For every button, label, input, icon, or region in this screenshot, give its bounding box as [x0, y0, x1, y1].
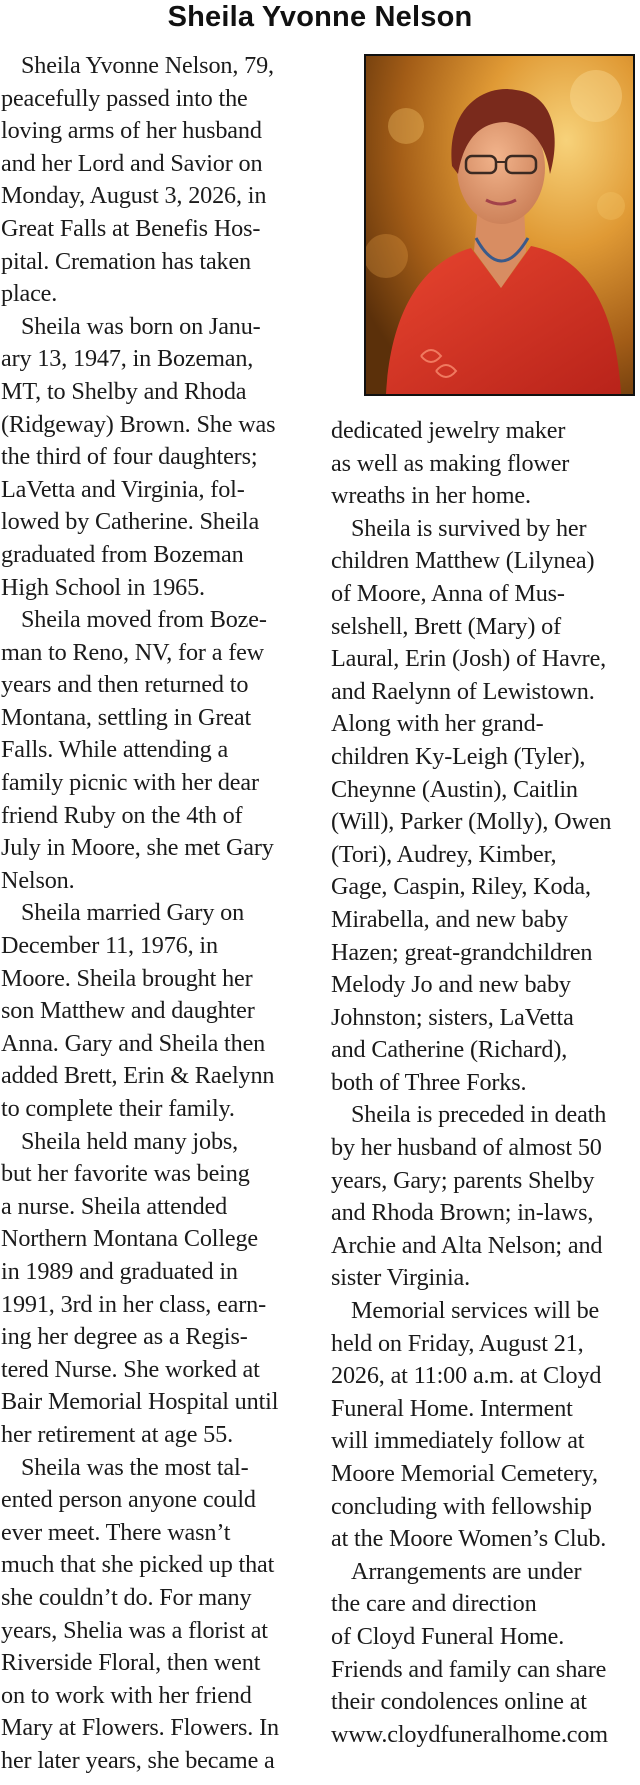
text-line: and Rhoda Brown; in-laws,: [331, 1199, 594, 1227]
text-line: Mary at Flowers. Flowers. In: [1, 1714, 279, 1742]
text-line: years, Gary; parents Shelby: [331, 1166, 595, 1194]
text-line: their condolences online at: [331, 1688, 587, 1716]
text-line: added Brett, Erin & Raelynn: [1, 1062, 275, 1090]
text-line: place.: [1, 280, 58, 308]
text-line: Along with her grand-: [331, 710, 544, 738]
text-line: Hazen; great-grandchildren: [331, 938, 593, 966]
text-line: Sheila was born on Janu-: [21, 312, 261, 340]
text-line: her later years, she became a: [1, 1746, 275, 1774]
text-line: Sheila married Gary on: [21, 899, 245, 927]
text-line: man to Reno, NV, for a few: [1, 638, 264, 666]
obituary-title: Sheila Yvonne Nelson: [167, 1, 473, 33]
text-line: Sheila moved from Boze-: [21, 606, 267, 634]
text-line: High School in 1965.: [1, 573, 205, 601]
text-line: www.cloydfuneralhome.com: [331, 1720, 608, 1748]
text-line: Moore Memorial Cemetery,: [331, 1460, 598, 1487]
text-line: children Matthew (Lilynea): [331, 547, 595, 575]
text-line: Monday, August 3, 2026, in: [1, 182, 267, 210]
text-line: and Raelynn of Lewistown.: [331, 677, 595, 705]
text-line: by her husband of almost 50: [331, 1134, 602, 1162]
text-line: Arrangements are under: [351, 1557, 582, 1585]
text-line: sister Virginia.: [331, 1264, 471, 1292]
text-line: wreaths in her home.: [331, 482, 531, 510]
text-line: Sheila is survived by her: [351, 514, 587, 542]
text-line: years, Shelia was a florist at: [1, 1616, 268, 1644]
text-line: held on Friday, August 21,: [331, 1329, 584, 1357]
text-line: a nurse. Sheila attended: [1, 1192, 228, 1220]
text-line: (Will), Parker (Molly), Owen: [331, 808, 612, 836]
text-line: concluding with fellowship: [331, 1492, 592, 1520]
text-line: peacefully passed into the: [1, 84, 248, 112]
left-column: [1, 50, 311, 1777]
text-line: much that she picked up that: [1, 1551, 275, 1579]
text-line: Sheila held many jobs,: [21, 1127, 239, 1155]
text-line: she couldn’t do. For many: [1, 1583, 252, 1611]
text-line: (Tori), Audrey, Kimber,: [331, 840, 557, 868]
text-line: 1991, 3rd in her class, earn-: [1, 1290, 266, 1318]
text-line: both of Three Forks.: [331, 1068, 527, 1096]
text-line: Nelson.: [1, 866, 75, 894]
text-line: Friends and family can share: [331, 1655, 607, 1683]
portrait-image: [366, 56, 633, 394]
text-line: Montana, settling in Great: [1, 703, 252, 731]
portrait-photo: [364, 54, 635, 396]
text-line: Falls. While attending a: [1, 736, 229, 764]
text-line: MT, to Shelby and Rhoda: [1, 377, 247, 405]
text-line: friend Ruby on the 4th of: [1, 801, 243, 829]
text-line: Sheila is preceded in death: [351, 1101, 607, 1129]
text-line: Moore. Sheila brought her: [1, 964, 253, 992]
text-line: July in Moore, she met Gary: [1, 834, 274, 862]
text-line: dedicated jewelry maker: [331, 417, 566, 444]
text-line: Funeral Home. Interment: [331, 1394, 573, 1422]
text-line: in 1989 and graduated in: [1, 1257, 238, 1285]
text-line: the third of four daughters;: [1, 443, 258, 471]
text-line: graduated from Bozeman: [1, 540, 244, 568]
text-line: (Ridgeway) Brown. She was: [1, 410, 276, 438]
text-line: Johnston; sisters, LaVetta: [331, 1003, 574, 1031]
text-line: years and then returned to: [1, 671, 249, 699]
text-line: ever meet. There wasn’t: [1, 1518, 231, 1546]
text-line: Memorial services will be: [351, 1297, 600, 1325]
text-line: to complete their family.: [1, 1095, 235, 1122]
text-line: her retirement at age 55.: [1, 1420, 233, 1448]
text-line: Cheynne (Austin), Caitlin: [331, 775, 578, 803]
text-line: Great Falls at Benefis Hos-: [1, 214, 261, 242]
text-line: December 11, 1976, in: [1, 932, 218, 960]
text-line: family picnic with her dear: [1, 769, 259, 797]
text-line: but her favorite was being: [1, 1160, 250, 1188]
text-line: Sheila Yvonne Nelson, 79,: [21, 52, 274, 79]
text-line: Laural, Erin (Josh) of Havre,: [331, 645, 607, 673]
text-line: Bair Memorial Hospital until: [1, 1388, 279, 1416]
text-line: Mirabella, and new baby: [331, 905, 568, 933]
text-line: Archie and Alta Nelson; and: [331, 1231, 603, 1259]
text-line: Melody Jo and new baby: [331, 971, 571, 999]
text-line: loving arms of her husband: [1, 117, 262, 145]
text-line: of Cloyd Funeral Home.: [331, 1622, 565, 1650]
text-line: on to work with her friend: [1, 1681, 252, 1709]
text-line: the care and direction: [331, 1590, 537, 1618]
text-line: ented person anyone could: [1, 1486, 256, 1514]
text-line: as well as making flower: [331, 449, 570, 477]
text-line: son Matthew and daughter: [1, 997, 255, 1025]
text-line: ing her degree as a Regis-: [1, 1323, 248, 1351]
text-line: Northern Montana College: [1, 1225, 259, 1253]
text-line: and her Lord and Savior on: [1, 149, 263, 177]
text-line: will immediately follow at: [331, 1427, 585, 1455]
text-line: pital. Cremation has taken: [1, 247, 251, 275]
text-line: Riverside Floral, then went: [1, 1649, 261, 1677]
text-line: 2026, at 11:00 a.m. at Cloyd: [331, 1362, 602, 1390]
text-line: and Catherine (Richard),: [331, 1036, 568, 1064]
text-line: ary 13, 1947, in Bozeman,: [1, 345, 254, 373]
text-line: of Moore, Anna of Mus-: [331, 579, 565, 607]
right-column: [331, 415, 637, 1751]
text-line: tered Nurse. She worked at: [1, 1355, 260, 1383]
text-line: LaVetta and Virginia, fol-: [1, 475, 245, 503]
text-line: lowed by Catherine. Sheila: [1, 508, 260, 536]
text-line: Gage, Caspin, Riley, Koda,: [331, 873, 591, 901]
text-line: Anna. Gary and Sheila then: [1, 1029, 266, 1057]
text-line: at the Moore Women’s Club.: [331, 1525, 607, 1553]
text-line: Sheila was the most tal-: [21, 1453, 249, 1481]
text-line: children Ky-Leigh (Tyler),: [331, 742, 586, 770]
text-line: selshell, Brett (Mary) of: [331, 612, 561, 640]
